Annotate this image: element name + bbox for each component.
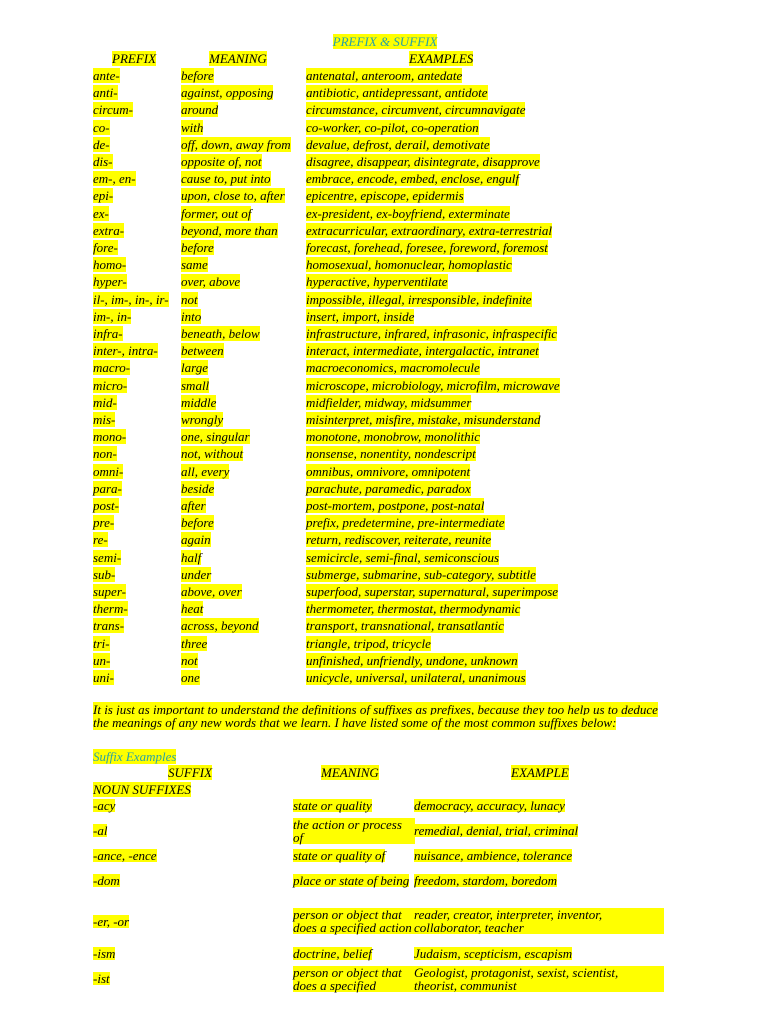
meaning-cell: with (181, 119, 204, 135)
prefix-row (0, 239, 768, 256)
suffix-example-cell: reader, creator, interpreter, inventor, collaborator, teacher (414, 897, 664, 945)
prefix-row (0, 463, 768, 480)
meaning-cell: beside (181, 480, 215, 496)
meaning-cell: off, down, away from (181, 136, 291, 152)
suffix-row (0, 962, 768, 995)
prefix-cell: uni- (93, 670, 114, 685)
prefix-row (0, 67, 768, 84)
page-title: PREFIX & SUFFIX (332, 34, 438, 49)
prefix-cell: dis- (93, 154, 113, 169)
examples-cell: co-worker, co-pilot, co-operation (306, 119, 479, 135)
prefix-cell: micro- (93, 377, 128, 393)
prefix-cell: mid- (93, 394, 117, 410)
examples-cell: triangle, tripod, tricycle (306, 635, 431, 651)
suffix-cell: -er, -or (93, 913, 130, 929)
suffix-cell: -ist (93, 971, 110, 986)
prefix-cell: anti- (93, 85, 118, 101)
examples-cell: misinterpret, misfire, mistake, misunderstand (306, 412, 541, 427)
prefix-row (0, 359, 768, 376)
prefix-cell: il-, im-, in-, ir- (93, 291, 169, 307)
prefix-cell: tri- (93, 635, 110, 651)
prefix-cell: semi- (93, 549, 122, 565)
meaning-cell: opposite of, not (181, 154, 262, 169)
suffix-meaning-cell: person or object that does a specified (293, 962, 415, 995)
examples-cell: unicycle, universal, unilateral, unanimous (306, 670, 526, 685)
suffix-row (0, 945, 768, 962)
examples-cell: microscope, microbiology, microfilm, microwave (306, 377, 560, 393)
meaning-cell: under (181, 566, 212, 582)
prefix-row (0, 170, 768, 187)
meaning-cell: cause to, put into (181, 171, 271, 187)
prefix-cell: ex- (93, 205, 109, 221)
prefix-row (0, 600, 768, 617)
meaning-cell: again (181, 532, 211, 548)
prefix-row (0, 256, 768, 273)
suffix-cell: -ism (93, 946, 116, 961)
noun-suffixes-label: NOUN SUFFIXES (93, 782, 191, 797)
suffix-example-cell: Geologist, protagonist, sexist, scientist, theorist, communist (414, 962, 664, 995)
prefix-row (0, 308, 768, 325)
prefix-row (0, 377, 768, 394)
prefix-row (0, 101, 768, 118)
prefix-row (0, 411, 768, 428)
examples-cell: semicircle, semi-final, semiconscious (306, 549, 500, 565)
suffix-row (0, 814, 768, 847)
prefix-cell: ante- (93, 68, 120, 83)
meaning-cell: after (181, 498, 206, 513)
prefix-row (0, 84, 768, 101)
meaning-cell: same (181, 257, 208, 273)
examples-cell: superfood, superstar, supernatural, superimpose (306, 584, 559, 599)
suffix-meaning-cell: person or object that does a specified action (293, 897, 415, 945)
suffix-meaning-cell: place or state of being (293, 873, 410, 888)
prefix-row (0, 566, 768, 583)
examples-cell: infrastructure, infrared, infrasonic, infraspecific (306, 326, 558, 341)
prefix-cell: fore- (93, 240, 118, 255)
prefix-cell: im-, in- (93, 308, 132, 324)
examples-cell: submerge, submarine, sub-category, subtitle (306, 566, 536, 582)
meaning-cell: not (181, 652, 198, 668)
prefix-row (0, 342, 768, 359)
suffix-meaning-cell: doctrine, belief (293, 946, 372, 961)
suffix-example-cell: remedial, denial, trial, criminal (414, 823, 579, 838)
prefix-row (0, 497, 768, 514)
examples-cell: interact, intermediate, intergalactic, intranet (306, 343, 539, 359)
examples-cell: homosexual, homonuclear, homoplastic (306, 257, 512, 273)
examples-cell: antibiotic, antidepressant, antidote (306, 85, 488, 101)
meaning-cell: small (181, 377, 210, 393)
meaning-cell: upon, close to, after (181, 188, 285, 204)
examples-cell: antenatal, anteroom, antedate (306, 68, 463, 83)
prefix-row (0, 652, 768, 669)
prefix-row (0, 549, 768, 566)
suffix-cell: -ance, -ence (93, 848, 157, 863)
meaning-cell: into (181, 308, 202, 324)
meaning-cell: not, without (181, 446, 244, 462)
suffix-example-cell: nuisance, ambience, tolerance (414, 848, 573, 863)
examples-cell: extracurricular, extraordinary, extra-terrestrial (306, 222, 553, 238)
examples-cell: hyperactive, hyperventilate (306, 274, 448, 290)
prefix-row (0, 617, 768, 634)
meaning-column-header: MEANING (209, 51, 267, 66)
prefix-row (0, 514, 768, 531)
meaning-cell: all, every (181, 463, 230, 479)
prefix-row (0, 273, 768, 290)
prefix-column-header: PREFIX (112, 51, 157, 66)
suffix-row (0, 864, 768, 897)
prefix-row (0, 445, 768, 462)
prefix-row (0, 205, 768, 222)
examples-cell: post-mortem, postpone, post-natal (306, 498, 485, 513)
prefix-cell: un- (93, 652, 111, 668)
prefix-cell: para- (93, 480, 122, 496)
examples-cell: transport, transnational, transatlantic (306, 618, 504, 634)
prefix-cell: macro- (93, 360, 131, 376)
prefix-row (0, 635, 768, 652)
meaning-cell: not (181, 291, 198, 307)
suffix-section-heading: Suffix Examples (93, 749, 177, 764)
prefix-cell: trans- (93, 618, 125, 634)
prefix-row (0, 222, 768, 239)
examples-cell: circumstance, circumvent, circumnavigate (306, 102, 526, 118)
suffix-row (0, 797, 768, 814)
examples-cell: epicentre, episcope, epidermis (306, 188, 464, 204)
prefix-cell: em-, en- (93, 171, 136, 187)
prefix-row (0, 669, 768, 686)
prefix-cell: post- (93, 498, 119, 513)
meaning-cell: heat (181, 601, 204, 617)
prefix-row (0, 480, 768, 497)
examples-cell: unfinished, unfriendly, undone, unknown (306, 652, 518, 668)
prefix-row (0, 325, 768, 342)
prefix-cell: infra- (93, 326, 123, 341)
meaning-cell: before (181, 515, 214, 531)
prefix-cell: mono- (93, 429, 127, 445)
suffix-row (0, 897, 768, 945)
meaning-cell: over, above (181, 274, 241, 290)
prefix-cell: sub- (93, 566, 116, 582)
examples-cell: nonsense, nonentity, nondescript (306, 446, 476, 462)
meaning-cell: before (181, 240, 214, 255)
prefix-cell: hyper- (93, 274, 127, 290)
meaning-cell: former, out of (181, 205, 252, 221)
meaning-cell: above, over (181, 584, 242, 599)
prefix-cell: inter-, intra- (93, 343, 158, 359)
prefix-cell: omni- (93, 463, 124, 479)
examples-cell: return, rediscover, reiterate, reunite (306, 532, 492, 548)
meaning-cell: across, beyond (181, 618, 259, 634)
suffix-meaning-cell: state or quality (293, 798, 372, 813)
prefix-cell: co- (93, 119, 110, 135)
examples-cell: midfielder, midway, midsummer (306, 394, 472, 410)
examples-cell: impossible, illegal, irresponsible, indefinite (306, 291, 532, 307)
prefix-row (0, 583, 768, 600)
examples-cell: disagree, disappear, disintegrate, disapprove (306, 154, 540, 169)
prefix-cell: re- (93, 532, 108, 548)
prefix-row (0, 119, 768, 136)
prefix-cell: mis- (93, 412, 116, 427)
suffix-row (0, 847, 768, 864)
prefix-cell: therm- (93, 601, 128, 617)
meaning-cell: beneath, below (181, 326, 260, 341)
examples-cell: devalue, defrost, derail, demotivate (306, 136, 490, 152)
suffix-column-header: SUFFIX (168, 765, 213, 780)
examples-cell: forecast, forehead, foresee, foreword, foremost (306, 240, 548, 255)
examples-cell: ex-president, ex-boyfriend, exterminate (306, 205, 510, 221)
prefix-cell: de- (93, 136, 110, 152)
examples-cell: prefix, predetermine, pre-intermediate (306, 515, 505, 531)
suffix-example-cell: democracy, accuracy, lunacy (414, 798, 565, 813)
examples-cell: parachute, paramedic, paradox (306, 480, 471, 496)
suffix-example-cell: Judaism, scepticism, escapism (414, 946, 573, 961)
examples-cell: insert, import, inside (306, 308, 415, 324)
examples-cell: macroeconomics, macromolecule (306, 360, 480, 376)
suffix-cell: -dom (93, 873, 120, 888)
suffix-meaning-column-header: MEANING (321, 765, 379, 780)
prefix-row (0, 136, 768, 153)
meaning-cell: before (181, 68, 214, 83)
prefix-cell: epi- (93, 188, 114, 204)
intro-paragraph: It is just as important to understand the definitions of suffixes as prefixes, because they too help us to deduce the meanings of any new words that we learn. I have listed some of the most common suffixes below: (93, 702, 658, 730)
suffix-meaning-cell: state or quality of (293, 848, 386, 863)
meaning-cell: middle (181, 394, 217, 410)
prefix-row (0, 187, 768, 204)
examples-column-header: EXAMPLES (409, 51, 474, 66)
meaning-cell: one (181, 670, 200, 685)
suffix-example-column-header: EXAMPLE (511, 765, 569, 780)
prefix-row (0, 153, 768, 170)
meaning-cell: half (181, 549, 202, 565)
examples-cell: omnibus, omnivore, omnipotent (306, 463, 471, 479)
meaning-cell: around (181, 102, 219, 118)
meaning-cell: one, singular (181, 429, 250, 445)
examples-cell: embrace, encode, embed, enclose, engulf (306, 171, 519, 187)
prefix-cell: circum- (93, 102, 133, 118)
prefix-cell: pre- (93, 515, 115, 531)
meaning-cell: beyond, more than (181, 222, 278, 238)
meaning-cell: large (181, 360, 208, 376)
prefix-cell: super- (93, 584, 126, 599)
meaning-cell: wrongly (181, 412, 224, 427)
examples-cell: monotone, monobrow, monolithic (306, 429, 481, 445)
meaning-cell: against, opposing (181, 85, 274, 101)
prefix-row (0, 291, 768, 308)
prefix-row (0, 428, 768, 445)
suffix-meaning-cell: the action or process of (293, 814, 415, 847)
suffix-cell: -acy (93, 798, 116, 813)
prefix-cell: non- (93, 446, 117, 462)
suffix-example-cell: freedom, stardom, boredom (414, 873, 557, 888)
prefix-cell: homo- (93, 257, 127, 273)
prefix-row (0, 394, 768, 411)
examples-cell: thermometer, thermostat, thermodynamic (306, 601, 521, 617)
prefix-row (0, 531, 768, 548)
meaning-cell: between (181, 343, 224, 359)
meaning-cell: three (181, 635, 208, 651)
prefix-cell: extra- (93, 222, 125, 238)
suffix-cell: -al (93, 823, 108, 838)
